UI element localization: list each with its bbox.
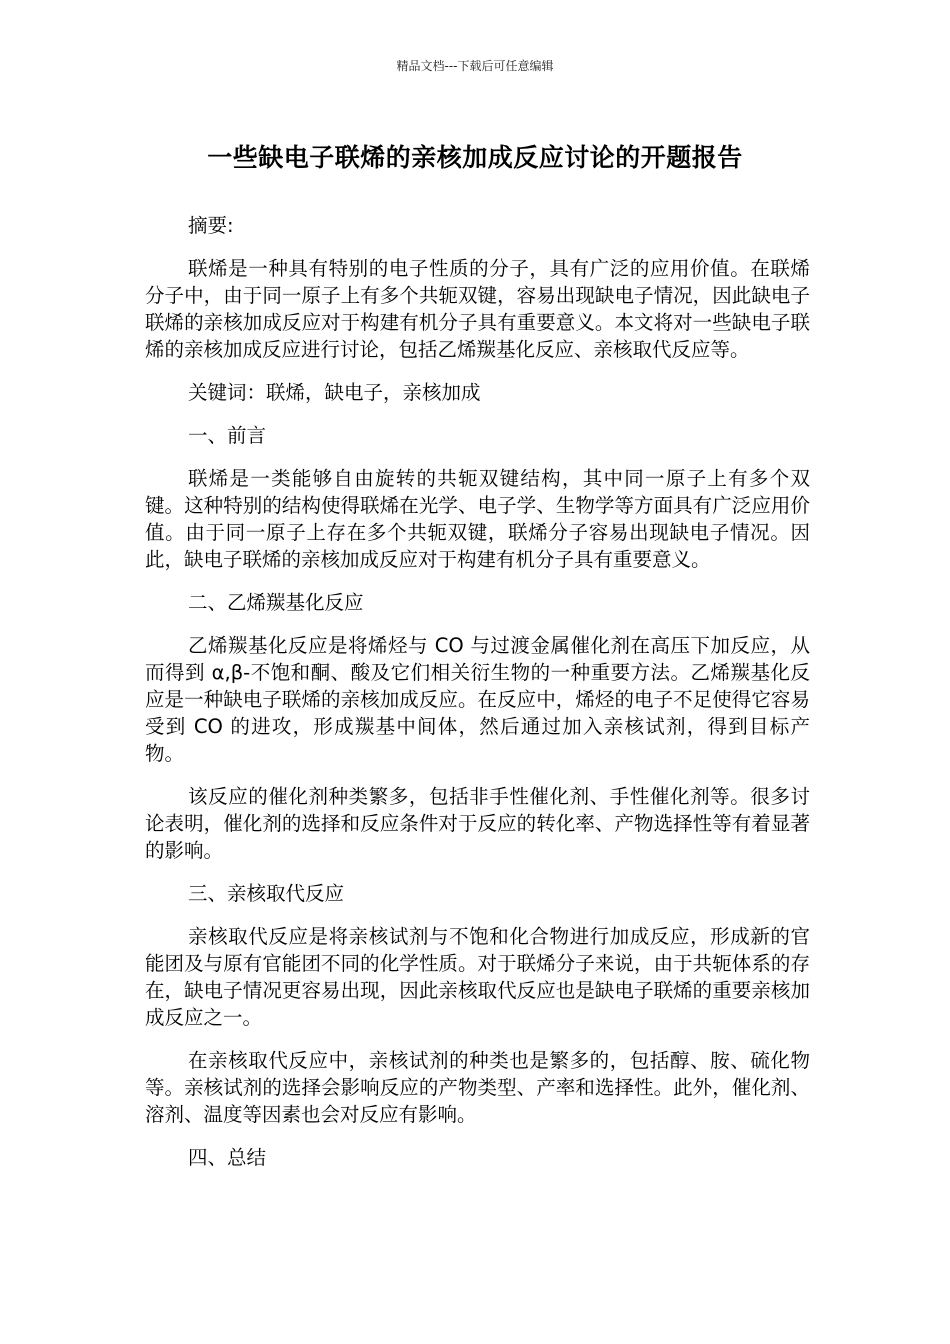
header-note: 精品文档---下载后可任意编辑: [396, 59, 554, 73]
carbonylation-paragraph-1: 乙烯羰基化反应是将烯烃与 CO 与过渡金属催化剂在高压下加反应，从而得到 α,β-不饱和酮、酸及它们相关衍生物的一种重要方法。乙烯羰基化反应是一种缺电子联烯的亲核加成反应。在反应中，烯烃的电子不足使得它容易受到 CO 的进攻，形成羰基中间体，然后通过加入亲核试剂，得到目标产物。: [145, 634, 810, 765]
abstract-label: 摘要:: [188, 214, 234, 237]
section-heading-carbonylation: 二、乙烯羰基化反应: [188, 591, 364, 614]
section-heading-substitution: 三、亲核取代反应: [188, 882, 345, 905]
keywords-line: 关键词：联烯，缺电子，亲核加成: [188, 381, 481, 404]
substitution-paragraph-2: 在亲核取代反应中，亲核试剂的种类也是繁多的，包括醇、胺、硫化物等。亲核试剂的选择会影响反应的产物类型、产率和选择性。此外，催化剂、溶剂、温度等因素也会对反应有影响。: [145, 1049, 810, 1126]
document-body: [145, 212, 810, 1187]
abstract-paragraph: 联烯是一种具有特别的电子性质的分子，具有广泛的应用价值。在联烯分子中，由于同一原子上有多个共轭双键，容易出现缺电子情况，因此缺电子联烯的亲核加成反应对于构建有机分子具有重要意义。本文将对一些缺电子联烯的亲核加成反应进行讨论，包括乙烯羰基化反应、亲核取代反应等。: [145, 257, 810, 361]
section-heading-summary: 四、总结: [188, 1146, 267, 1169]
carbonylation-paragraph-2: 该反应的催化剂种类繁多，包括非手性催化剂、手性催化剂等。很多讨论表明，催化剂的选择和反应条件对于反应的转化率、产物选择性等有着显著的影响。: [145, 785, 810, 862]
document-title: 一些缺电子联烯的亲核加成反应讨论的开题报告: [207, 143, 743, 172]
preface-paragraph: 联烯是一类能够自由旋转的共轭双键结构，其中同一原子上有多个双键。这种特别的结构使得联烯在光学、电子学、生物学等方面具有广泛应用价值。由于同一原子上存在多个共轭双键，联烯分子容易出现缺电子情况。因此，缺电子联烯的亲核加成反应对于构建有机分子具有重要意义。: [145, 467, 810, 571]
section-heading-preface: 一、前言: [188, 424, 267, 447]
substitution-paragraph-1: 亲核取代反应是将亲核试剂与不饱和化合物进行加成反应，形成新的官能团及与原有官能团不同的化学性质。对于联烯分子来说，由于共轭体系的存在，缺电子情况更容易出现，因此亲核取代反应也是缺电子联烯的重要亲核加成反应之一。: [145, 925, 810, 1029]
